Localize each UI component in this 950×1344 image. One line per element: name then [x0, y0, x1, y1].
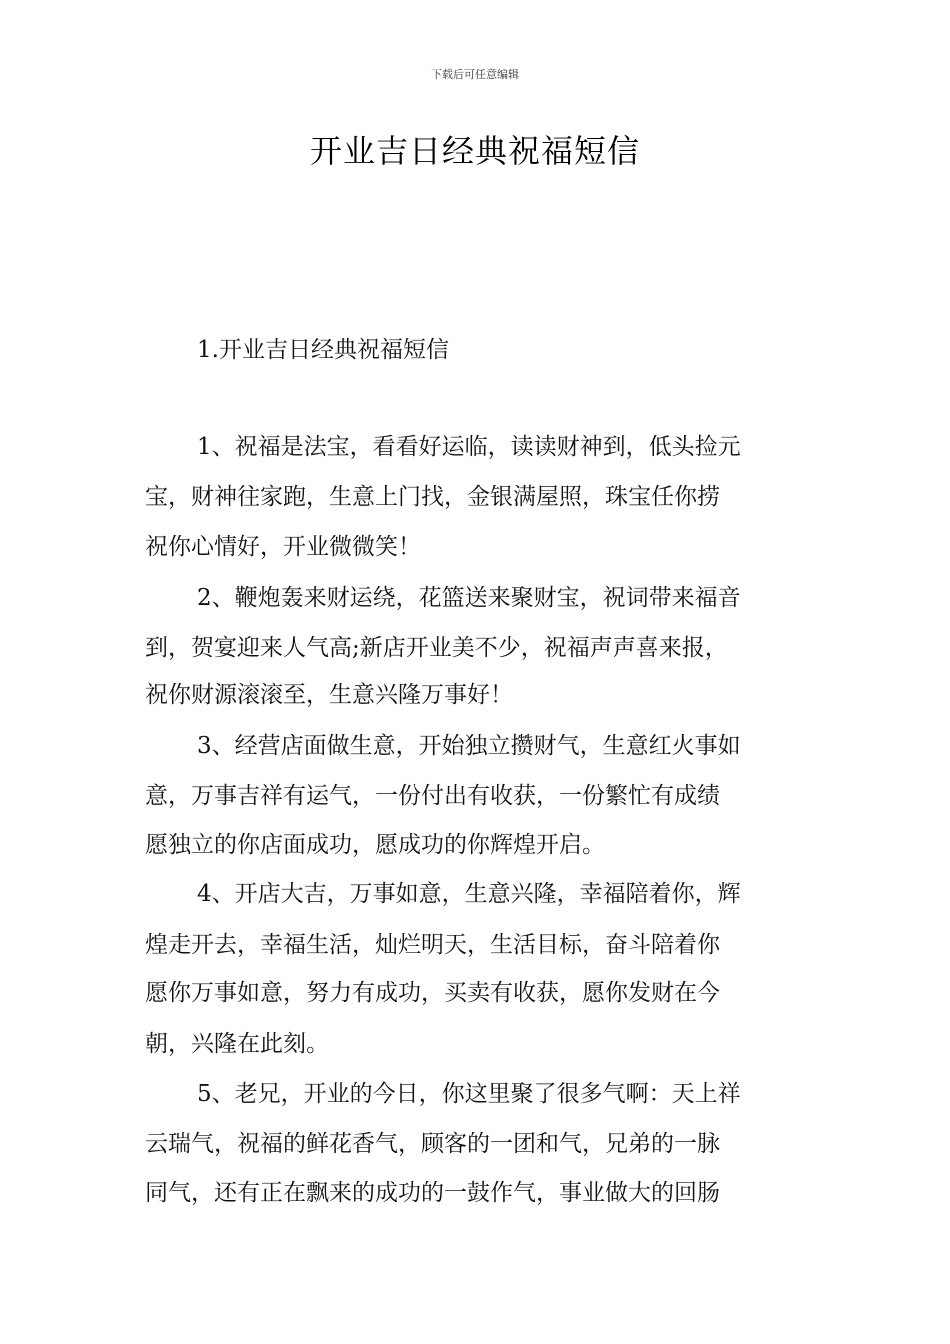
- paragraph-4-line-2: 煌走开去，幸福生活，灿烂明天，生活目标，奋斗陪着你: [145, 932, 720, 958]
- paragraph-4-line-1: 4、开店大吉，万事如意，生意兴隆，幸福陪着你，辉: [197, 881, 741, 907]
- paragraph-2-line-3: 祝你财源滚滚至，生意兴隆万事好！: [145, 682, 513, 708]
- paragraph-3-line-1: 3、经营店面做生意，开始独立攒财气，生意红火事如: [197, 733, 741, 759]
- paragraph-1-line-3: 祝你心情好，开业微微笑！: [145, 534, 421, 560]
- document-title: 开业吉日经典祝福短信: [309, 132, 640, 170]
- paragraph-2-line-2: 到，贺宴迎来人气高;新店开业美不少，祝福声声喜来报，: [145, 635, 728, 661]
- paragraph-5-line-2: 云瑞气，祝福的鲜花香气，顾客的一团和气，兄弟的一脉: [145, 1131, 720, 1157]
- paragraph-2-line-1: 2、鞭炮轰来财运绕，花篮送来聚财宝，祝词带来福音: [197, 585, 741, 611]
- section-heading: 1.开业吉日经典祝福短信: [197, 337, 449, 363]
- paragraph-5-line-3: 同气，还有正在飘来的成功的一鼓作气，事业做大的回肠: [145, 1180, 720, 1206]
- paragraph-5-line-1: 5、老兄，开业的今日，你这里聚了很多气啊：天上祥: [197, 1081, 741, 1107]
- paragraph-1-line-2: 宝，财神往家跑，生意上门找，金银满屋照，珠宝任你捞: [145, 484, 720, 510]
- paragraph-1-line-1: 1、祝福是法宝，看看好运临，读读财神到，低头捡元: [197, 434, 741, 460]
- paragraph-3-line-3: 愿独立的你店面成功，愿成功的你辉煌开启。: [145, 832, 605, 858]
- paragraph-4-line-4: 朝，兴隆在此刻。: [145, 1031, 329, 1057]
- paragraph-3-line-2: 意，万事吉祥有运气，一份付出有收获，一份繁忙有成绩: [145, 783, 720, 809]
- header-note: 下载后可任意编辑: [431, 68, 519, 81]
- paragraph-4-line-3: 愿你万事如意，努力有成功，买卖有收获，愿你发财在今: [145, 980, 720, 1006]
